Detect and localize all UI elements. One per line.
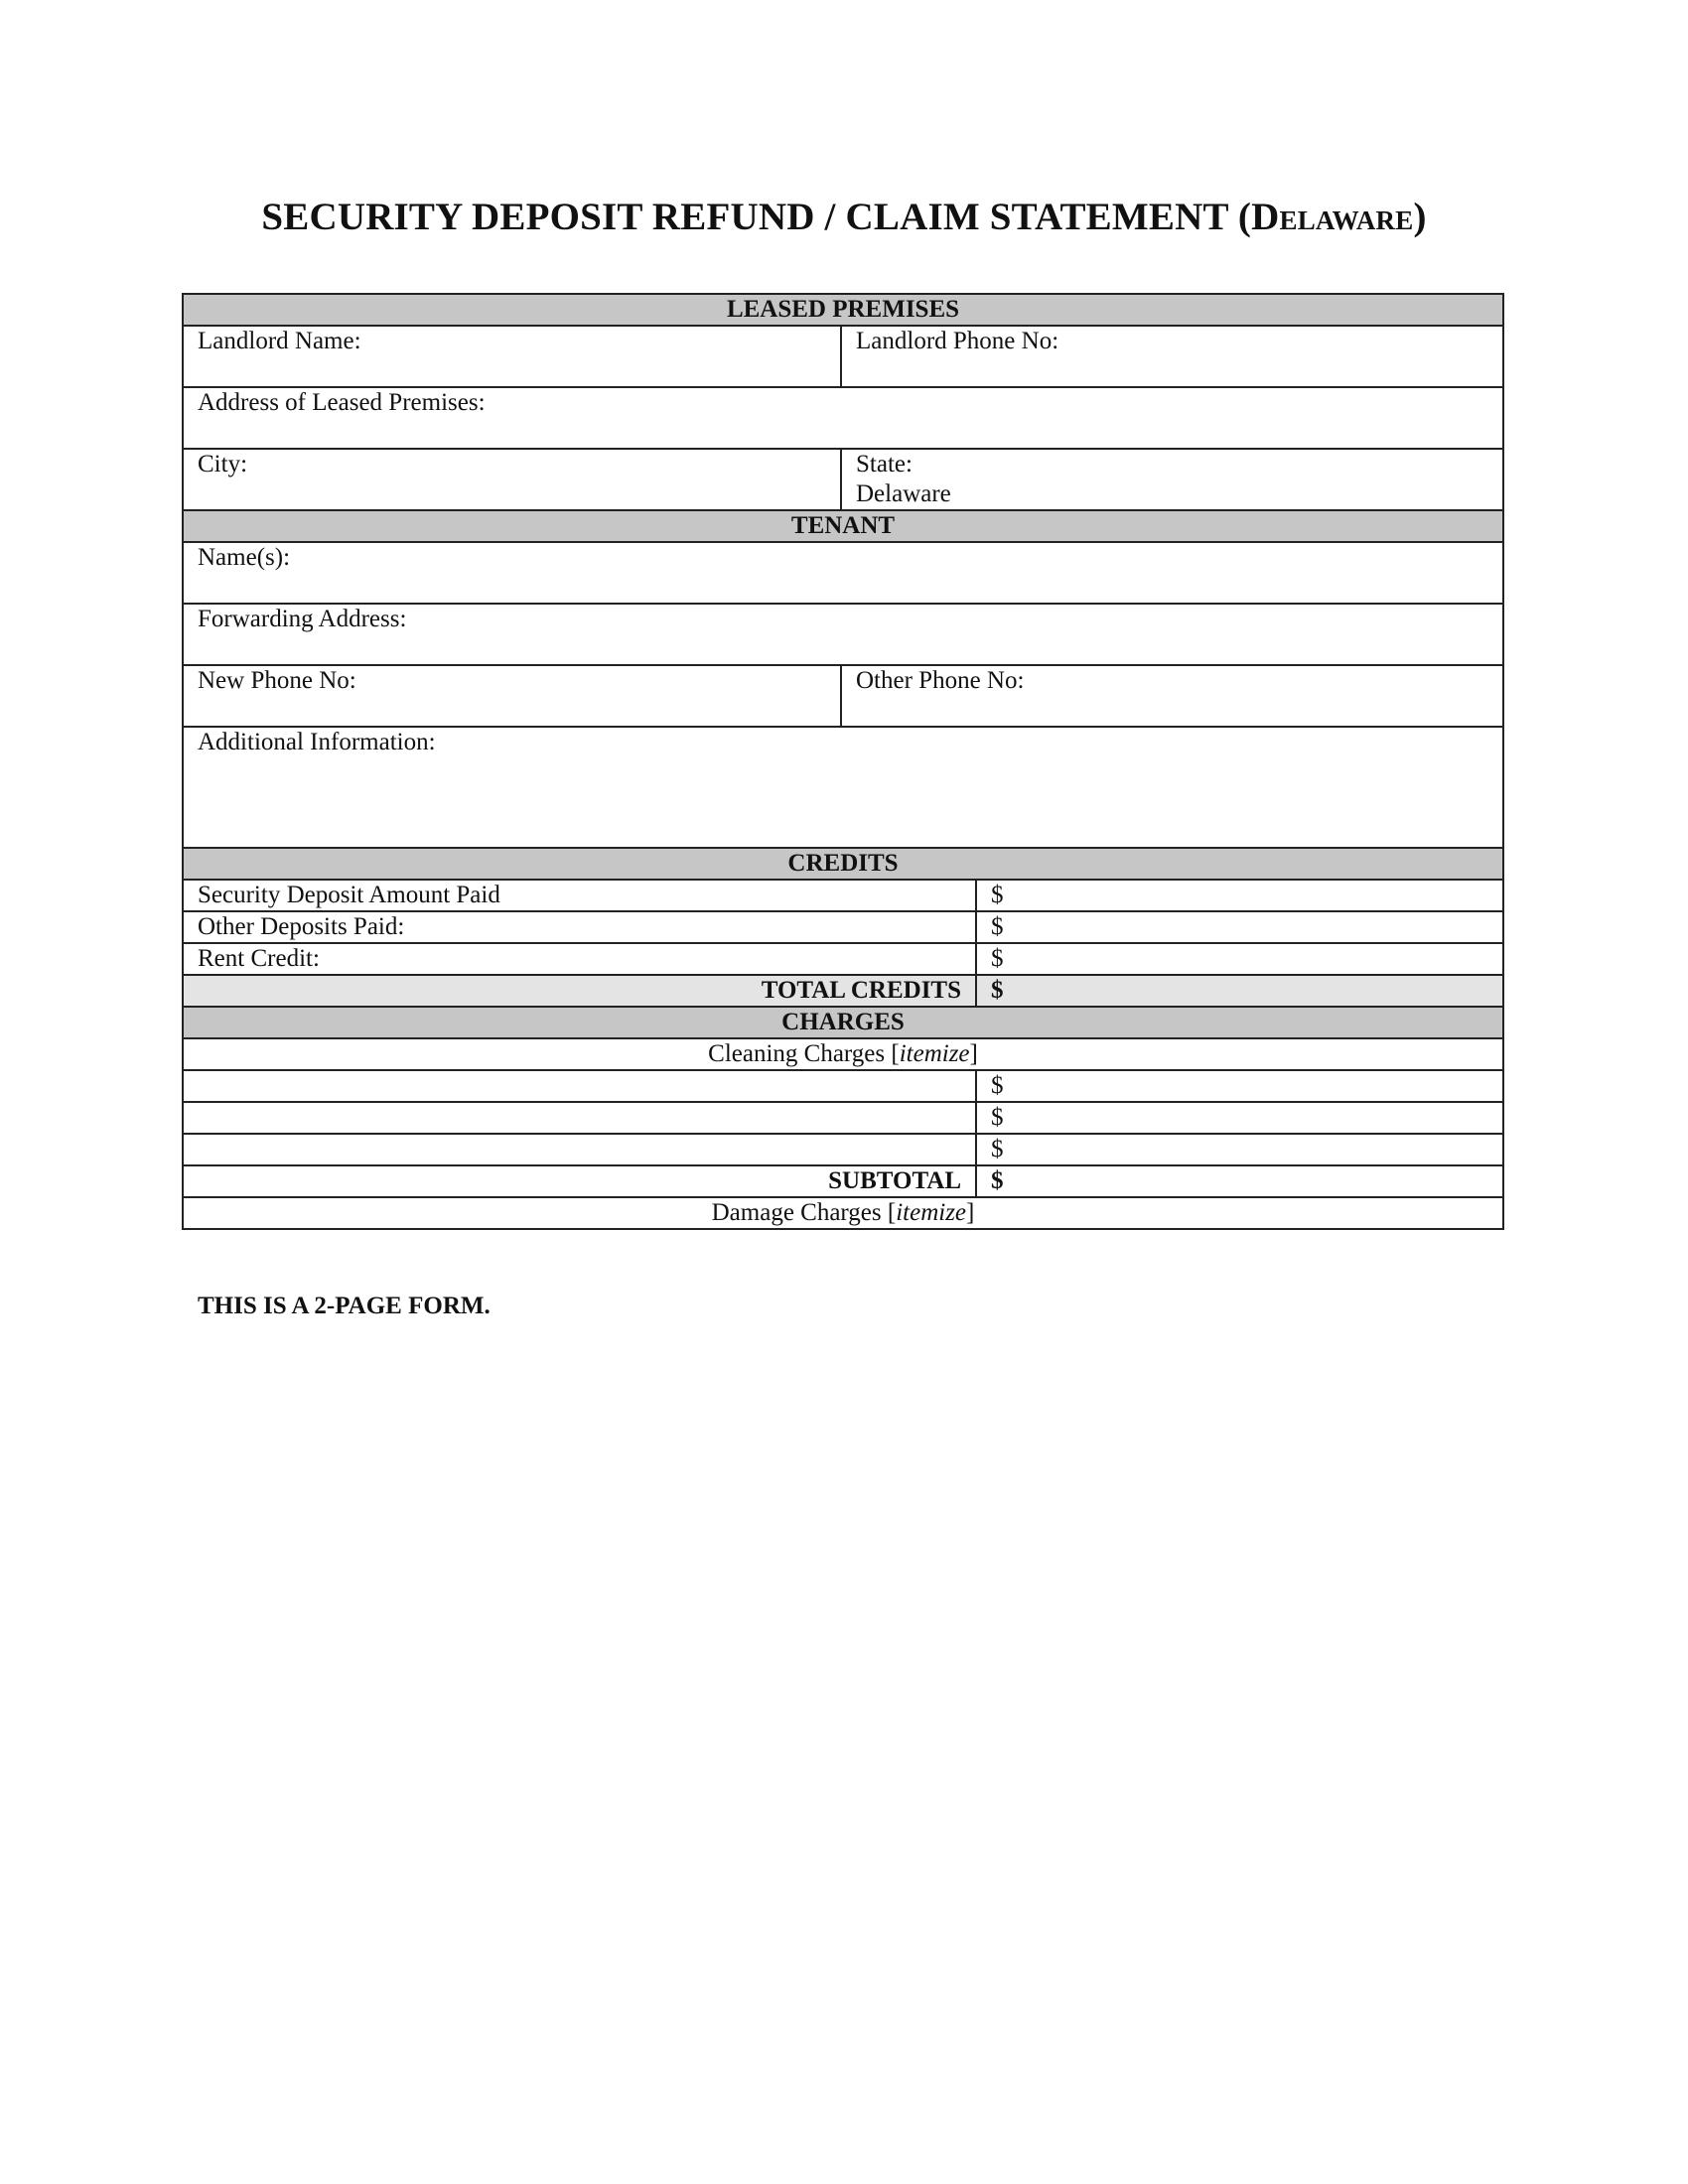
cleaning-amount-field[interactable] [976,1134,1503,1165]
subtotal-field[interactable] [976,1165,1503,1197]
forwarding-address-label: Forwarding Address: [198,606,407,632]
total-credits-label: TOTAL CREDITS [183,975,976,1007]
tenant-names-field[interactable] [183,542,1503,604]
table-row [183,1070,1503,1102]
cleaning-amount-field[interactable] [976,1102,1503,1134]
cleaning-item-field[interactable] [183,1070,976,1102]
address-label: Address of Leased Premises: [198,389,486,416]
currency-symbol: $ [991,1167,1004,1194]
city-label: City: [198,451,248,478]
other-phone-label: Other Phone No: [856,667,1025,694]
damage-itemize: itemize [896,1199,967,1226]
cleaning-charges-heading [183,1038,1503,1070]
title-close: ) [1413,196,1427,238]
currency-symbol: $ [991,1104,1004,1131]
cleaning-item-field[interactable] [183,1102,976,1134]
landlord-name-field[interactable] [183,326,841,387]
other-phone-field[interactable] [841,665,1503,727]
landlord-name-label: Landlord Name: [198,328,361,354]
credits-header: CREDITS [183,848,1503,880]
currency-symbol: $ [991,913,1004,940]
damage-charges-label: Damage Charges [ [711,1199,897,1226]
charges-header: CHARGES [183,1007,1503,1038]
state-field[interactable] [841,449,1503,510]
currency-symbol: $ [991,945,1004,972]
state-label: State: [856,451,913,478]
currency-symbol: $ [991,882,1004,908]
additional-info-label: Additional Information: [198,729,436,755]
new-phone-label: New Phone No: [198,667,356,694]
title-main: SECURITY DEPOSIT REFUND / CLAIM STATEMENT ( [261,196,1252,238]
total-credits-field[interactable] [976,975,1503,1007]
tenant-header: TENANT [183,510,1503,542]
cleaning-item-field[interactable] [183,1134,976,1165]
cleaning-itemize: itemize [899,1040,970,1067]
credit-amount-field[interactable] [976,943,1503,975]
cleaning-charges-label: Cleaning Charges [ [708,1040,900,1067]
forwarding-address-field[interactable] [183,604,1503,665]
currency-symbol: $ [991,1072,1004,1099]
cleaning-bracket: ] [969,1040,978,1067]
landlord-phone-field[interactable] [841,326,1503,387]
credit-label: Security Deposit Amount Paid [183,880,976,911]
damage-charges-heading [183,1197,1503,1229]
currency-symbol: $ [991,1136,1004,1162]
tenant-names-label: Name(s): [198,544,291,571]
additional-info-field[interactable] [183,727,1503,848]
cleaning-amount-field[interactable] [976,1070,1503,1102]
table-row [183,1102,1503,1134]
table-row [183,943,1503,975]
page-title [0,195,1688,239]
footer-note: THIS IS A 2-PAGE FORM. [198,1293,491,1319]
currency-symbol: $ [991,977,1004,1004]
credit-label: Other Deposits Paid: [183,911,976,943]
deposit-form [182,293,1504,1230]
table-row [183,1134,1503,1165]
credit-label: Rent Credit: [183,943,976,975]
table-row [183,911,1503,943]
credit-amount-field[interactable] [976,880,1503,911]
new-phone-field[interactable] [183,665,841,727]
subtotal-label: SUBTOTAL [183,1165,976,1197]
damage-bracket: ] [966,1199,975,1226]
city-field[interactable] [183,449,841,510]
leased-premises-header: LEASED PREMISES [183,294,1503,326]
credit-amount-field[interactable] [976,911,1503,943]
landlord-phone-label: Landlord Phone No: [856,328,1059,354]
table-row [183,880,1503,911]
address-field[interactable] [183,387,1503,449]
state-value: Delaware [856,480,951,507]
total-credits-row [183,975,1503,1007]
subtotal-row [183,1165,1503,1197]
title-state: Delaware [1251,196,1414,238]
